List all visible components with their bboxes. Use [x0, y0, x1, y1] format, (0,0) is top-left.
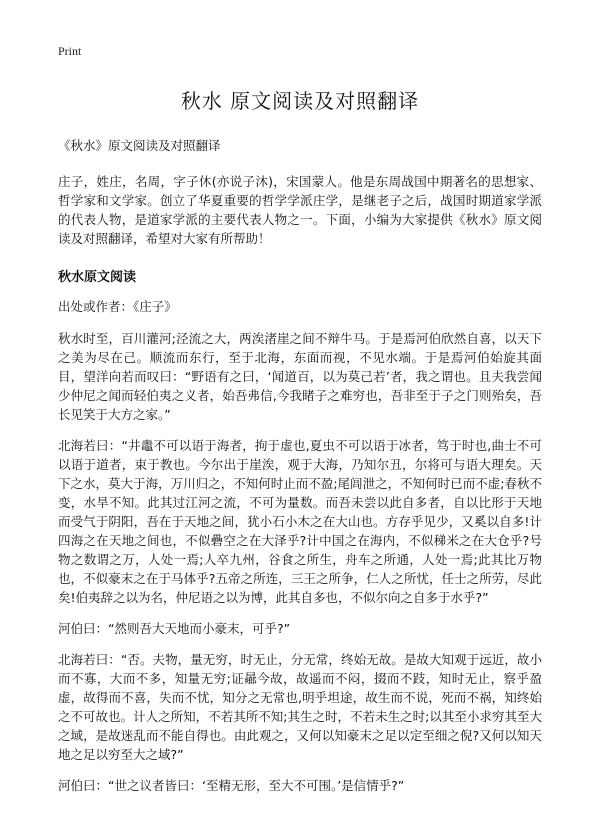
text-paragraph-2: 北海若曰：“井鼃不可以语于海者，拘于虚也,夏虫不可以语于冰者，笃于时也,曲士不可以语于道者，束于教也。今尔出于崖涘，观于大海，乃知尔丑，尔将可与语大理矣。天下之水，莫大于海，万川归之，不知何时止而不盈;尾闾泄之，不知何时已而不虚;春秋不变，水旱不知。此其过江河之流，不可为量数。而吾未尝以此自多者，自以比形于天地而受气于阴阳，吾在于天地之间，犹小石小木之在大山也。方存乎见少，又奚以自多!计四海之在天地之间也，不似礨空之在大泽乎?计中国之在海内，不似稊米之在大仓乎?号物之数谓之万，人处一焉;人卒九州，谷食之所生，舟车之所通，人处一焉;此其比万物也，不似豪末之在于马体乎?五帝之所连，三王之所争，仁人之所忧，任士之所劳，尽此矣!伯夷辞之以为名，仲尼语之以为博，此其自多也，不似尔向之自多于水乎?”: [58, 438, 542, 605]
text-paragraph-4: 北海若曰：“否。夫物，量无穷，时无止，分无常，终始无故。是故大知观于远近，故小而不寡，大而不多，知量无穷;证曏今故，故遥而不闷，掇而不跂，知时无止，察乎盈虚，故得而不喜，失而不忧，知分之无常也,明乎坦途，故生而不说，死而不祸，知终始之不可故也。计人之所知，不若其所不知;其生之时，不若未生之时;以其至小求穷其至大之域，是故迷乱而不能自得也。由此观之，又何以知豪末之足以定至细之倪?又何以知天地之足以穷至大之域?”: [58, 652, 542, 762]
text-paragraph-3: 河伯曰：“然则吾大天地而小豪末，可乎?”: [58, 621, 291, 636]
text-paragraph-5: 河伯曰：“世之议者皆曰：‘至精无形，至大不可围。’是信情乎?”: [58, 778, 405, 793]
text-paragraph-1: 秋水时至，百川灌河;泾流之大，两涘渚崖之间不辩牛马。于是焉河伯欣然自喜，以天下之美为尽在己。顺流而东行，至于北海，东面而视，不见水端。于是焉河伯始旋其面目，望洋向若而叹曰：“野语有之曰，‘闻道百，以为莫己若’者，我之谓也。且夫我尝闻少仲尼之闻而轻伯夷之义者，始吾弗信,今我睹子之难穷也，吾非至于子之门则殆矣，吾长见笑于大方之家。”: [58, 331, 542, 422]
article-subtitle: 《秋水》原文阅读及对照翻译: [58, 138, 221, 153]
page-title: 秋水 原文阅读及对照翻译: [180, 89, 420, 113]
print-link[interactable]: Print: [58, 44, 82, 58]
intro-paragraph: 庄子，姓庄，名周，字子休(亦说子沐)，宋国蒙人。他是东周战国中期著名的思想家、哲学家和文学家。创立了华夏重要的哲学学派庄学，是继老子之后，战国时期道家学派的代表人物，是道家学派的主要代表人物之一。下面，小编为大家提供《秋水》原文阅读及对照翻译，希望对大家有所帮助！: [58, 174, 542, 246]
section-heading: 秋水原文阅读: [58, 270, 137, 285]
source-line: 出处或作者：《庄子》: [58, 299, 177, 314]
